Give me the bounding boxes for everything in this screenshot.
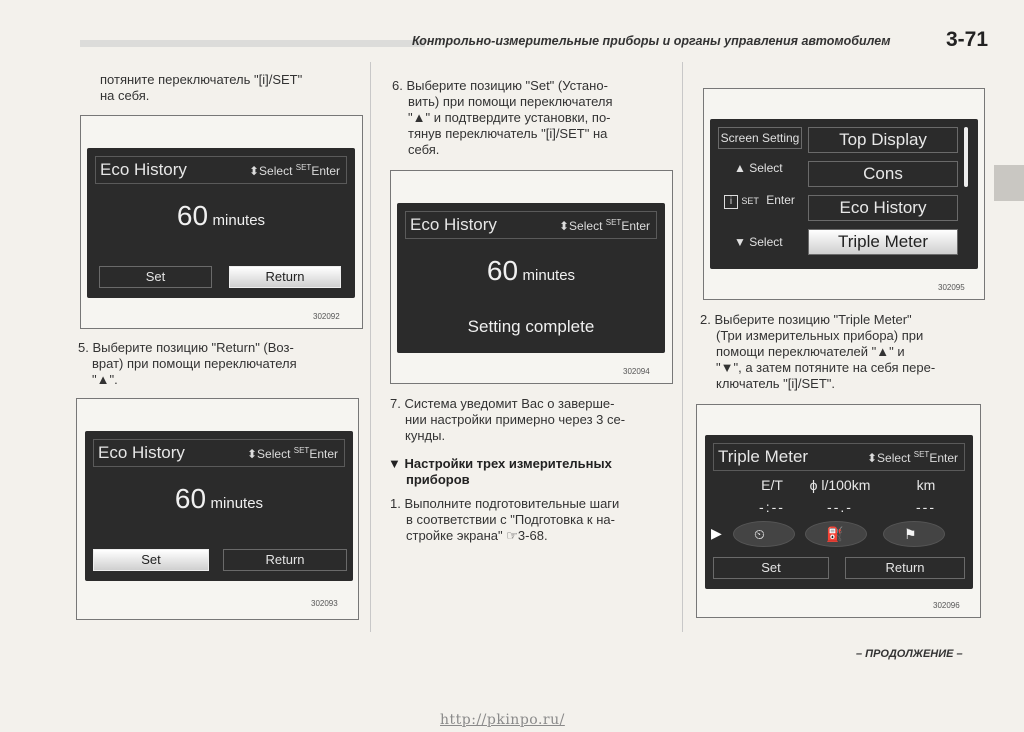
step1-line-3: стройке экрана" ☞3-68. <box>406 528 548 543</box>
updown-icon: ⬍ <box>246 447 258 461</box>
figure-frame-302094 <box>390 170 673 384</box>
menu-item-eco-history[interactable]: Eco History <box>808 195 958 221</box>
screen-setting-display <box>710 119 978 269</box>
step5-line-2: врат) при помощи переключателя <box>92 356 297 371</box>
section-heading-1: ▼ Настройки трех измерительных <box>388 456 612 471</box>
figure-frame-302093 <box>76 398 359 620</box>
meter-label-et: E/T <box>761 477 783 493</box>
meter-label-consumption: ϕ l/100km <box>809 477 871 493</box>
set-button[interactable]: Set <box>93 549 209 571</box>
screen-title: Triple Meter <box>718 447 809 466</box>
fuel-icon: ⛽ <box>805 521 867 547</box>
distance-icon: ⚑ <box>883 521 945 547</box>
figure-frame-302092 <box>80 115 363 329</box>
section-heading-2: приборов <box>406 472 470 487</box>
header-title: Контрольно-измерительные приборы и органы управления автомобилем <box>412 34 891 48</box>
menu-item-cons[interactable]: Cons <box>808 161 958 187</box>
info-icon: i <box>724 195 738 209</box>
meter-label-km: km <box>916 477 936 493</box>
intro-line-1: потяните переключатель "[i]/SET" <box>100 72 303 87</box>
set-button[interactable]: Set <box>713 557 829 579</box>
step6-line-2: вить) при помощи переключателя <box>408 94 613 109</box>
step5-line-1: 5. Выберите позицию "Return" (Воз- <box>78 340 294 355</box>
screen-title: Eco History <box>98 443 185 462</box>
updown-icon: ⬍ <box>866 451 878 465</box>
return-button[interactable]: Return <box>223 549 347 571</box>
display-screen <box>397 203 665 353</box>
updown-icon: ⬍ <box>558 219 570 233</box>
meter-value-et: -:-- <box>759 499 785 515</box>
section-tab <box>994 165 1024 201</box>
step7-line-3: кунды. <box>405 428 446 443</box>
figure-number: 302092 <box>313 312 340 321</box>
setting-complete-message: Setting complete <box>467 317 595 336</box>
step6-line-1: 6. Выберите позицию "Set" (Устано- <box>392 78 608 93</box>
step2-line-5: ключатель "[i]/SET". <box>716 376 836 391</box>
figure-number: 302094 <box>623 367 650 376</box>
select-up-hint: ▲ Select <box>734 161 783 175</box>
screen-hint: ⬍Select $^{SET}$Enter <box>866 450 958 465</box>
screen-hint: ⬍Select $^{SET}$Enter <box>558 218 650 233</box>
footer-url[interactable]: http://pkinpo.ru/ <box>440 712 565 728</box>
column-divider-1 <box>370 62 371 632</box>
step1-line-2: в соответствии с "Подготовка к на- <box>406 512 615 527</box>
figure-frame-302096 <box>696 404 981 618</box>
screen-title: Eco History <box>100 160 187 179</box>
intro-line-2: на себя. <box>100 88 150 103</box>
triple-meter-screen <box>705 435 973 589</box>
scrollbar[interactable] <box>964 127 968 187</box>
step6-line-5: себя. <box>408 142 440 157</box>
step6-line-3: "▲" и подтвердите установки, по- <box>408 110 611 125</box>
figure-number: 302096 <box>933 601 960 610</box>
column-divider-2 <box>682 62 683 632</box>
return-button[interactable]: Return <box>229 266 341 288</box>
screen-title-bar <box>93 439 345 467</box>
elapsed-time-icon: ⏲ <box>733 521 795 547</box>
step1-line-1: 1. Выполните подготовительные шаги <box>390 496 620 511</box>
menu-item-top-display[interactable]: Top Display <box>808 127 958 153</box>
pointer-icon: ▶ <box>711 525 722 541</box>
step7-line-1: 7. Система уведомит Вас о заверше- <box>390 396 615 411</box>
step6-line-4: тянув переключатель "[i]/SET" на <box>408 126 608 141</box>
screen-hint: ⬍Select $^{SET}$Enter <box>248 163 340 178</box>
value-display: 60 minutes <box>174 483 264 514</box>
select-down-hint: ▼ Select <box>734 235 783 249</box>
set-button[interactable]: Set <box>99 266 212 288</box>
screen-title-bar <box>713 443 965 471</box>
screen-title: Eco History <box>410 215 497 234</box>
step2-line-3: помощи переключателей "▲" и <box>716 344 905 359</box>
screen-title-bar <box>405 211 657 239</box>
figure-number: 302095 <box>938 283 965 292</box>
page-number: 3-71 <box>946 28 989 51</box>
display-screen <box>87 148 355 298</box>
screen-title-bar <box>95 156 347 184</box>
figure-number: 302093 <box>311 599 338 608</box>
return-button[interactable]: Return <box>845 557 965 579</box>
value-display: 60 minutes <box>486 255 576 286</box>
updown-icon: ⬍ <box>248 164 260 178</box>
step7-line-2: нии настройки примерно через 3 се- <box>405 412 626 427</box>
value-display: 60 minutes <box>176 200 266 231</box>
step5-line-3: "▲". <box>92 372 118 387</box>
display-screen <box>85 431 353 581</box>
screen-hint: ⬍Select $^{SET}$Enter <box>246 446 338 461</box>
step2-line-4: "▼", а затем потяните на себя пере- <box>716 360 936 375</box>
figure-frame-302095 <box>703 88 985 300</box>
meter-value-km: --- <box>916 499 936 515</box>
step2-line-1: 2. Выберите позицию "Triple Meter" <box>700 312 912 327</box>
header-rule <box>80 40 425 47</box>
step2-line-2: (Три измерительных прибора) при <box>716 328 924 343</box>
continued-label: – ПРОДОЛЖЕНИЕ – <box>856 648 963 660</box>
menu-item-triple-meter[interactable]: Triple Meter <box>808 229 958 255</box>
set-enter-hint: i SET Enter <box>724 193 804 209</box>
meter-value-consumption: --.- <box>827 499 853 515</box>
screen-setting-label: Screen Setting <box>718 127 802 149</box>
